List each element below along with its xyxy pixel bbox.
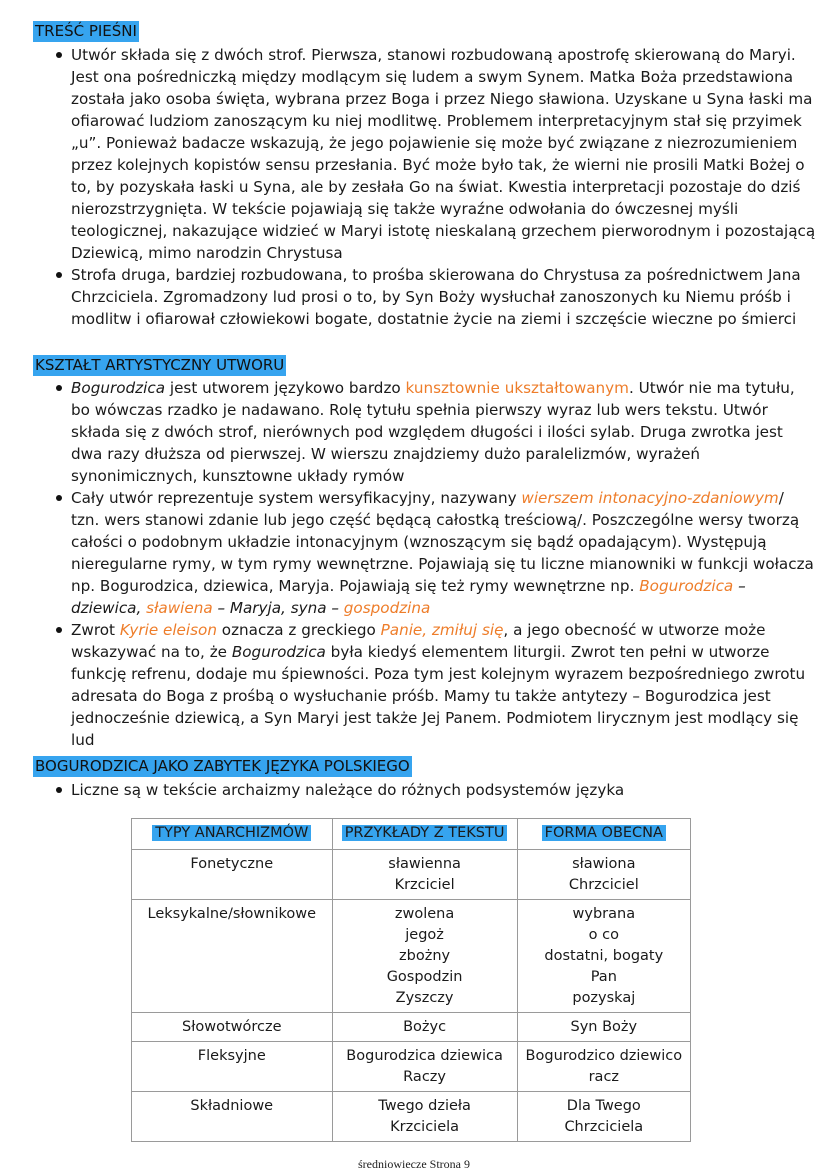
table-row [132, 1042, 691, 1092]
bullet-text: Strofa druga, bardziej rozbudowana, to prośba skierowana do Chrystusa za pośrednictwem Jana Chrzciciela. Zgromadzony lud prosi o to, by Syn Boży wysłuchał zanoszonych ku Niemu próśb i modlitw i ofiarował człowiekowi bogate, dostatnie życie na ziemi i szczęście wieczne po śmierci [71, 266, 801, 328]
list-item [56, 779, 816, 801]
table-cell: Fonetyczne [132, 850, 333, 900]
text-run: / tzn. wers stanowi zdanie lub jego część będącą całostką treściową/. Poszczególne wersy tworzą całości o podobnym układzie intonacyjnym (wznoszącym się bądź opadającym). Występują nieregularne rymy, w tym rymy wewnętrzne. Pojawiają się tu liczne mianowniki w funkcji wołacza np. Bogurodzica, dziewica, Maryja. Pojawiają się też rymy wewnętrzne np. [71, 489, 814, 595]
cell-line: Dla Twego [566, 1098, 641, 1114]
monument-bullet-list [56, 779, 816, 801]
table-cell [332, 1013, 517, 1042]
text-run: oznacza z greckiego [216, 621, 381, 639]
list-item [56, 264, 816, 330]
cell-line: o co [588, 927, 619, 943]
cell-line: jegoż [405, 927, 444, 943]
cell-line: wybrana [572, 906, 636, 922]
archaisms-table [131, 818, 691, 1142]
table-cell [517, 900, 690, 1013]
cell-line: dostatni, bogaty [544, 948, 664, 964]
cell-line: Twego dzieła [378, 1098, 471, 1114]
text-run: – Maryja, syna – [212, 599, 344, 617]
cell-line: Chrzciciela [564, 1119, 644, 1135]
cell-line: Pan [590, 969, 617, 985]
text-run: Cały utwór reprezentuje system wersyfikacyjny, nazywany [71, 489, 522, 507]
cell-line: zbożny [399, 948, 451, 964]
page-footer: średniowiecze Strona 9 [358, 1157, 470, 1171]
cell-line: pozyskaj [572, 990, 636, 1006]
highlight-term: wierszem intonacyjno-zdaniowym [521, 489, 779, 507]
section-title-artistic: KSZTAŁT ARTYSTYCZNY UTWORU [35, 356, 285, 374]
cell-line: sławienna [388, 856, 461, 872]
table-cell: Słowotwórcze [132, 1013, 333, 1042]
text-run: . Utwór nie ma tytułu, bo wówczas rzadko je nadawano. Rolę tytułu spełnia pierwszy wyraz lub wers tekstu. Utwór składa się z dwóch strof, nierównych pod względem długości i ilości sylab. Druga zwrotka jest dwa razy dłuższa od pierwszej. W wierszu znajdziemy dużo paralelizmów, wyrażeń synonimicznych, kunsztowne układy rymów [71, 379, 795, 485]
text-run: – dziewica, [71, 577, 746, 617]
section-title-content: TREŚĆ PIEŚNI [35, 22, 137, 40]
list-item [56, 44, 816, 264]
table-row [132, 1013, 691, 1042]
table-row [132, 850, 691, 900]
table-header-cell [332, 819, 517, 850]
highlight-term: sławiena [146, 599, 213, 617]
cell-line: Gospodzin [386, 969, 463, 985]
table-cell [517, 1042, 690, 1092]
bullet-text: Liczne są w tekście archaizmy należące do różnych podsystemów języka [71, 781, 625, 799]
header-label: PRZYKŁADY Z TEKSTU [342, 825, 508, 841]
cell-line: sławiona [572, 856, 636, 872]
header-label: TYPY ANARCHIZMÓW [152, 825, 311, 841]
cell-line: Syn Boży [570, 1019, 638, 1035]
table-header-cell [132, 819, 333, 850]
table-cell [332, 850, 517, 900]
table-header-cell [517, 819, 690, 850]
highlight-term: Bogurodzica [639, 577, 734, 595]
cell-line: Krzciciel [394, 877, 455, 893]
cell-line: zwolena [394, 906, 455, 922]
list-item [56, 487, 816, 619]
highlight-term: kunsztownie ukształtowanym [405, 379, 629, 397]
cell-line: Chrzciciel [568, 877, 639, 893]
header-label: FORMA OBECNA [542, 825, 666, 841]
text-run: Zwrot [71, 621, 120, 639]
highlight-term: Kyrie eleison [119, 621, 217, 639]
artistic-bullet-list [56, 377, 816, 751]
table-cell: Składniowe [132, 1092, 333, 1142]
cell-line: Zyszczy [395, 990, 454, 1006]
text-run: , a jego obecność w utworze może wskazywać na to, że [71, 621, 766, 661]
section-title-monument: BOGURODZICA JAKO ZABYTEK JĘZYKA POLSKIEGO [35, 757, 410, 775]
table-body [132, 850, 691, 1142]
table-cell [517, 850, 690, 900]
highlight-term: gospodzina [343, 599, 431, 617]
cell-line: Bogurodzico dziewico [525, 1048, 683, 1064]
cell-line: Raczy [403, 1069, 446, 1085]
cell-line: Krzciciela [390, 1119, 460, 1135]
table-header-row [132, 819, 691, 850]
table-row [132, 1092, 691, 1142]
cell-line: Bogurodzica dziewica [346, 1048, 503, 1064]
highlight-term: Panie, zmiłuj się [380, 621, 504, 639]
bullet-text: Utwór składa się z dwóch strof. Pierwsza, stanowi rozbudowaną apostrofę skierowaną do Maryi. Jest ona pośredniczką między modlącym się ludem a swym Synem. Matka Boża przedstawiona została jako osoba święta, wybrana przez Boga i przez Niego sławiona. Uzyskane u Syna łaski ma ofiarować ludziom zanoszącym ku niej modlitwę. Problemem interpretacyjnym stał się przyimek „u”. Ponieważ badacze wskazują, że jego pojawienie się może być związane z niezrozumieniem przez kolejnych kopistów sensu przesłania. Być może było tak, że wierni nie prosili Matki Bożej o to, by pozyskała łaski u Syna, ale by zesłała Go na świat. Kwestia interpretacji pozostaje do dziś nierozstrzygnięta. W tekście pojawiają się także wyraźne odwołania do ówczesnej myśli teologicznej, nakazujące widzieć w Maryi istotę nieskalaną grzechem pierworodnym i pozostającą Dziewicą, mimo narodzin Chrystusa [71, 46, 816, 262]
text-run: była kiedyś elementem liturgii. Zwrot ten pełni w utworze funkcję refrenu, dodaje mu śpiewności. Poza tym jest kolejnym wyrazem bezpośredniego zwrotu adresata do Boga z prośbą o wysłuchanie próśb. Mamy tu także antytezy – Bogurodzica jest jednocześnie dziewicą, a Syn Maryi jest także Jej Panem. Podmiotem lirycznym jest modlący się lud [71, 643, 806, 749]
list-item [56, 377, 816, 487]
table-cell [332, 900, 517, 1013]
text-run: jest utworem językowo bardzo [165, 379, 406, 397]
list-item [56, 619, 816, 751]
table-cell: Fleksyjne [132, 1042, 333, 1092]
work-title: Bogurodzica [231, 643, 326, 661]
table-cell [332, 1042, 517, 1092]
content-bullet-list [56, 44, 816, 330]
work-title: Bogurodzica [71, 379, 166, 397]
table-cell [332, 1092, 517, 1142]
cell-line: racz [588, 1069, 620, 1085]
table-cell [517, 1013, 690, 1042]
table-cell: Leksykalne/słownikowe [132, 900, 333, 1013]
table-cell [517, 1092, 690, 1142]
cell-line: Bożyc [403, 1019, 447, 1035]
table-row [132, 900, 691, 1013]
